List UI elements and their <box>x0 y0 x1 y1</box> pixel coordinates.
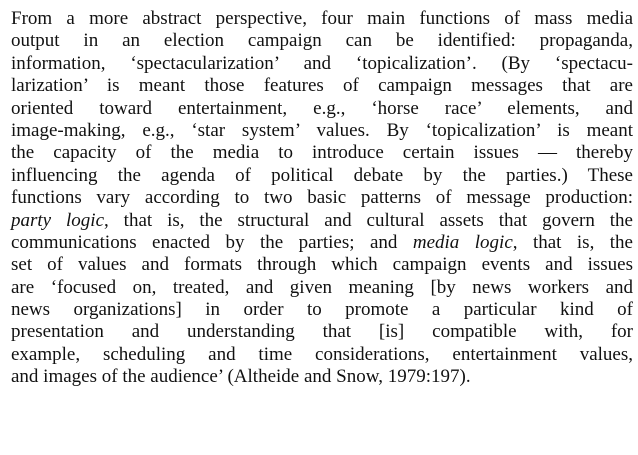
text-segment: set of values and formats through which campaign events and issues <box>11 254 633 276</box>
text-line <box>11 98 633 120</box>
text-line <box>11 299 633 321</box>
text-segment: news organizations] in order to promote a particular kind of <box>11 299 633 321</box>
text-line <box>11 254 633 276</box>
text-line <box>11 277 633 299</box>
text-segment: larization’ is meant those features of campaign messages that are <box>11 75 633 97</box>
text-line <box>11 165 633 187</box>
text-segment: , that is, the <box>512 231 633 253</box>
text-segment: output in an election campaign can be identified: propaganda, <box>11 30 633 52</box>
text-line <box>11 344 633 366</box>
text-line <box>11 8 633 30</box>
text-segment: presentation and understanding that [is] compatible with, for <box>11 321 633 343</box>
text-line <box>11 210 633 232</box>
text-segment: oriented toward entertainment, e.g., ‘horse race’ elements, and <box>11 97 633 119</box>
text-segment: the capacity of the media to introduce certain issues — thereby <box>11 142 633 164</box>
text-segment: example, scheduling and time considerations, entertainment values, <box>11 343 633 365</box>
text-segment: image-making, e.g., ‘star system’ values. By ‘topicalization’ is meant <box>11 119 633 141</box>
italic-text-segment: party logic <box>11 209 105 231</box>
text-line <box>11 120 633 142</box>
text-line <box>11 142 633 164</box>
text-line <box>11 321 633 343</box>
text-segment: functions vary according to two basic patterns of message production: <box>11 187 633 209</box>
text-segment: and images of the audience’ (Altheide and Snow, 1979:197). <box>11 366 471 388</box>
text-segment: are ‘focused on, treated, and given meaning [by news workers and <box>11 276 633 298</box>
text-line <box>11 30 633 52</box>
text-line <box>11 75 633 97</box>
text-line <box>11 232 633 254</box>
italic-text-segment: media logic <box>412 231 513 253</box>
text-segment: information, ‘spectacularization’ and ‘topicalization’. (By ‘spectacu- <box>11 52 633 74</box>
text-line <box>11 187 633 209</box>
text-line <box>11 53 633 75</box>
text-segment: From a more abstract perspective, four main functions of mass media <box>11 8 633 29</box>
text-segment: influencing the agenda of political debate by the parties.) These <box>11 164 633 186</box>
text-segment: , that is, the structural and cultural assets that govern the <box>104 209 633 231</box>
text-line <box>11 366 633 388</box>
text-segment: communications enacted by the parties; and <box>11 231 413 253</box>
body-paragraph <box>11 8 633 389</box>
